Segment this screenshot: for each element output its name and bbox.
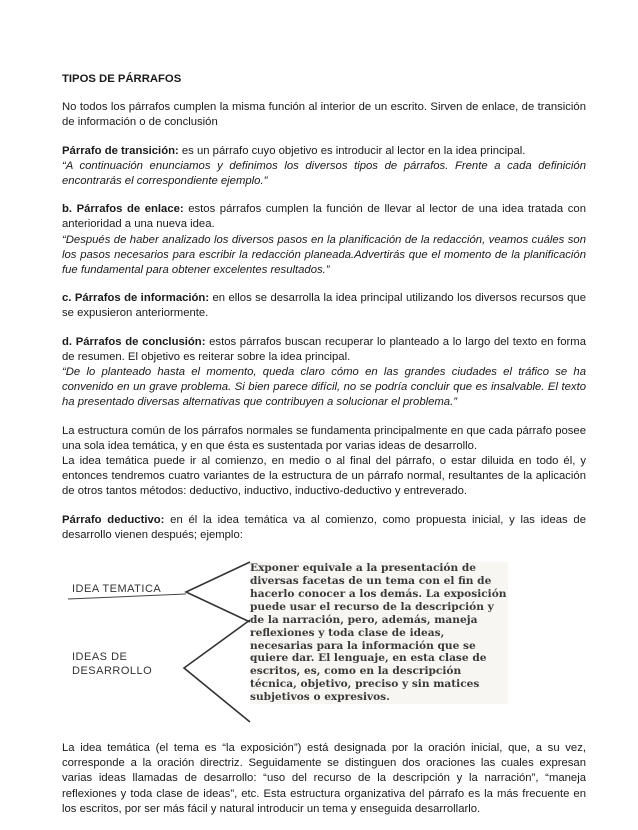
link-example-quote: “Después de haber analizado los diversos pasos en la planificación de la redacción, veamos cuáles son los pasos necesarios para escribir la redacción planeada.Advertirás que el momento de la planificación fue fundamental para obtener excelentes resultados.”: [62, 233, 586, 277]
conclusion-text: estos párrafos buscan recuperar lo planteado a lo largo del texto en forma de resumen. El objetivo es reiterar sobre la idea principal.: [62, 335, 586, 363]
deductive-paragraph-section: [62, 513, 586, 543]
conclusion-label: d. Párrafos de conclusión:: [62, 335, 206, 348]
structure-paragraph-1: La estructura común de los párrafos normales se fundamenta principalmente en que cada párrafo posee una sola idea temática, y en que ésta es sustentada por varias ideas de desarrollo.: [62, 424, 586, 452]
closing-paragraph: La idea temática (el tema es “la exposición”) está designada por la oración inicial, que, a su vez, corresponde a la oración directriz. Seguidamente se distinguen dos oraciones las cuales expresan varias ideas llamadas de desarrollo: “uso del recurso de la descripción y la narración”, “maneja reflexiones y toda clase de ideas”, etc. Esta estructura organizativa del párrafo es la más frecuente en los escritos, por ser más fácil y natural introducir un tema y enseguida desarrollarlo.: [62, 742, 586, 815]
deductive-label: Párrafo deductivo:: [62, 513, 165, 526]
conclusion-paragraph-section: [62, 335, 586, 411]
link-paragraph-section: [62, 202, 586, 278]
information-label: c. Párrafos de información:: [62, 292, 210, 305]
transition-example-quote: “A continuación enunciamos y definimos los diversos tipos de párrafos. Frente a cada definición encontrarás el correspondiente ejemplo.”: [62, 159, 586, 188]
label-desarrollo: DESARROLLO: [72, 665, 153, 678]
deductive-structure-figure: [62, 556, 586, 728]
conclusion-example-quote: “De lo planteado hasta el momento, queda claro cómo en las grandes ciudades el tráfico se ha convenido en un grave problema. Si bien parece difícil, no se podría concluir que es insalvable. El texto ha presentado diversas alternativas que contribuyen a solucionar el problema.”: [62, 366, 586, 409]
link-text: estos párrafos cumplen la función de llevar al lector de una idea tratada con anterioridad a una nueva idea.: [62, 203, 586, 231]
transition-text: es un párrafo cuyo objetivo es introducir al lector en la idea principal.: [178, 144, 526, 157]
link-label: b. Párrafos de enlace:: [62, 203, 184, 216]
document-title: TIPOS DE PÁRRAFOS: [62, 73, 182, 85]
label-ideas-de: IDEAS DE: [72, 651, 128, 664]
information-text: en ellos se desarrolla la idea principal utilizando los diversos recursos que se expusieron anteriormente.: [62, 292, 586, 320]
information-paragraph-section: [62, 291, 586, 321]
structure-section: [62, 424, 586, 500]
transition-label: Párrafo de transición:: [62, 144, 179, 157]
structure-paragraph-2: La idea temática puede ir al comienzo, en medio o al final del párrafo, o estar diluida en todo él, y entonces tendremos cuatro variantes de la estructura de un párrafo normal, resultantes de la aplicación de otros tantos métodos: deductivo, inductivo, inductivo-deductivo y entreverado.: [62, 455, 586, 498]
document-page: [62, 72, 586, 830]
label-idea-tematica: IDEA TEMATICA: [72, 583, 162, 596]
intro-paragraph: No todos los párrafos cumplen la misma función al interior de un escrito. Sirven de enlace, de transición de información o de conclusión: [62, 101, 586, 129]
example-paragraph-image-text: Exponer equivale a la presentación de diversas facetas de un tema con el fin de hacerlo conocer a los demás. La exposición puede usar el recurso de la descripción y de la narración, pero, además, maneja reflexiones y toda clase de ideas, necesarias para la información que se quiere dar. El lenguaje, en esta clase de escritos, es, como en la descripción técnica, objetivo, preciso y sin matices subjetivos o expresivos.: [250, 562, 507, 704]
deductive-text: en él la idea temática va al comienzo, como propuesta inicial, y las ideas de desarrollo vienen después; ejemplo:: [62, 513, 586, 541]
transition-paragraph-section: [62, 144, 586, 190]
